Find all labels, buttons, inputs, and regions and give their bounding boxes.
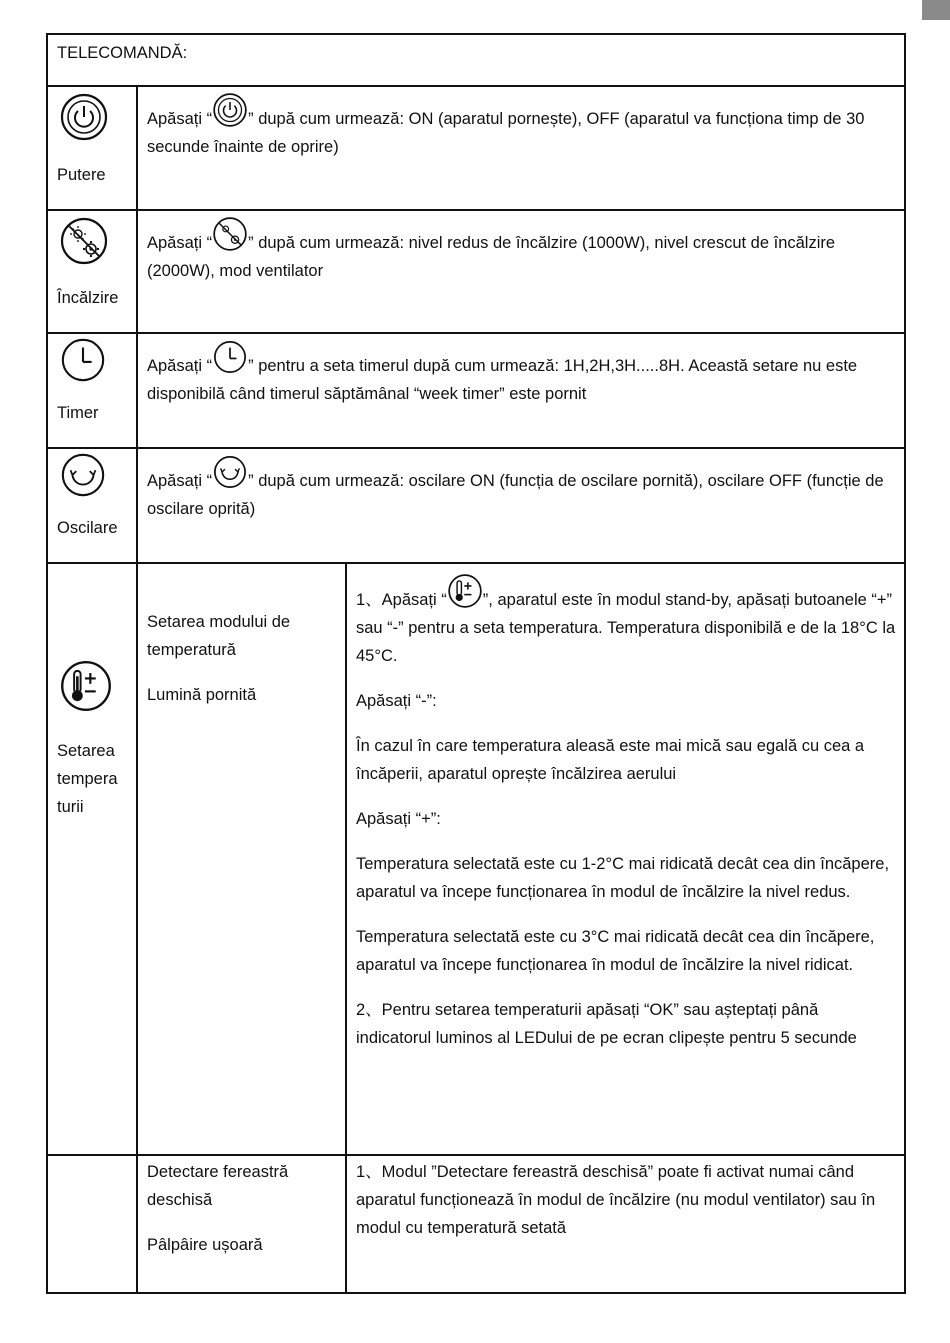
table-title: TELECOMANDĂ:: [47, 34, 905, 86]
temperature-step-2: 2、Pentru setarea temperaturii apăsați “OK” sau așteptați până indicatorul luminos al LEDului de pe ecran clipește pentru 5 secunde: [356, 1001, 857, 1047]
timer-row: [47, 333, 905, 448]
clock-icon: [212, 339, 248, 375]
temperature-step-1: 1、Apăsați “ ”, aparatul este în modul stand-by, apăsați butoanele “+” sau “-” pentru a seta temperatura. Temperatura disponibilă e de la 18°C la 45°C.: [356, 586, 896, 670]
press-plus-text-1: Temperatura selectată este cu 1-2°C mai ridicată decât cea din încăpere, aparatul va începe funcționarea în modul de încălzire la nivel redus.: [356, 855, 890, 901]
window-step-1: 1、Modul ”Detectare fereastră deschisă” poate fi activat numai când aparatul funcționează în modul de încălzire (nu modul ventilator) sau în modul cu temperatură setată: [356, 1163, 876, 1237]
corner-tab: [922, 0, 950, 20]
oscillation-description: Apăsați “ ” după cum urmează: oscilare ON (funcția de oscilare pornită), oscilare OFF (funcție de oscilare oprită): [137, 448, 905, 563]
heat-description: Apăsați “ ” după cum urmează: nivel redus de încălzire (1000W), nivel crescut de încălzire (2000W), mod ventilator: [137, 210, 905, 333]
window-mode-cell: [137, 1155, 346, 1293]
thermometer-plus-minus-icon: [447, 573, 483, 609]
heat-fan-icon: [59, 216, 109, 266]
power-icon-cell: [47, 86, 137, 210]
oscillation-icon: [59, 451, 109, 501]
power-row: [47, 86, 905, 210]
oscillation-icon-cell: [47, 448, 137, 563]
heat-row: [47, 210, 905, 333]
press-minus-text: În cazul în care temperatura aleasă este mai mică sau egală cu cea a încăperii, aparatul oprește încălzirea aerului: [356, 737, 865, 783]
clock-icon: [59, 336, 109, 386]
temperature-mode-light: Lumină pornită: [147, 686, 257, 704]
timer-label: Timer: [57, 404, 99, 422]
table-title-row: [47, 34, 905, 86]
press-minus-heading: Apăsați “-”:: [356, 692, 437, 710]
timer-description: Apăsați “ ” pentru a seta timerul după cum urmează: 1H,2H,3H.....8H. Această setare nu este disponibilă când timerul săptămânal “week timer” este pornit: [137, 333, 905, 448]
power-description: Apăsați “ ” după cum urmează: ON (aparatul pornește), OFF (aparatul va funcționa timp de 30 secunde înainte de oprire): [137, 86, 905, 210]
window-mode-title: Detectare fereastră deschisă: [147, 1163, 289, 1209]
window-mode-light: Pâlpâire ușoară: [147, 1236, 263, 1254]
oscillation-row: [47, 448, 905, 563]
oscillation-icon: [212, 454, 248, 490]
thermometer-plus-minus-icon: [59, 659, 113, 713]
oscillation-label: Oscilare: [57, 519, 118, 537]
temperature-mode-title: Setarea modului de temperatură: [147, 613, 291, 659]
press-plus-text-2: Temperatura selectată este cu 3°C mai ridicată decât cea din încăpere, aparatul va începe funcționarea în modul de încălzire la nivel ridicat.: [356, 928, 875, 974]
power-icon: [59, 92, 109, 142]
heat-fan-icon: [212, 216, 248, 252]
window-details: [346, 1155, 905, 1293]
temperature-mode-cell: [137, 563, 346, 1155]
temperature-label: Setarea tempera turii: [57, 742, 118, 816]
remote-control-table: [46, 33, 906, 1294]
temperature-details: [346, 563, 905, 1155]
temperature-icon-cell: [47, 563, 137, 1155]
power-icon: [212, 92, 248, 128]
window-detection-row: [47, 1155, 905, 1293]
temperature-row: [47, 563, 905, 1155]
heat-label: Încălzire: [57, 289, 119, 307]
timer-icon-cell: [47, 333, 137, 448]
heat-icon-cell: [47, 210, 137, 333]
power-label: Putere: [57, 166, 106, 184]
press-plus-heading: Apăsați “+”:: [356, 810, 441, 828]
window-empty-cell: [47, 1155, 137, 1293]
